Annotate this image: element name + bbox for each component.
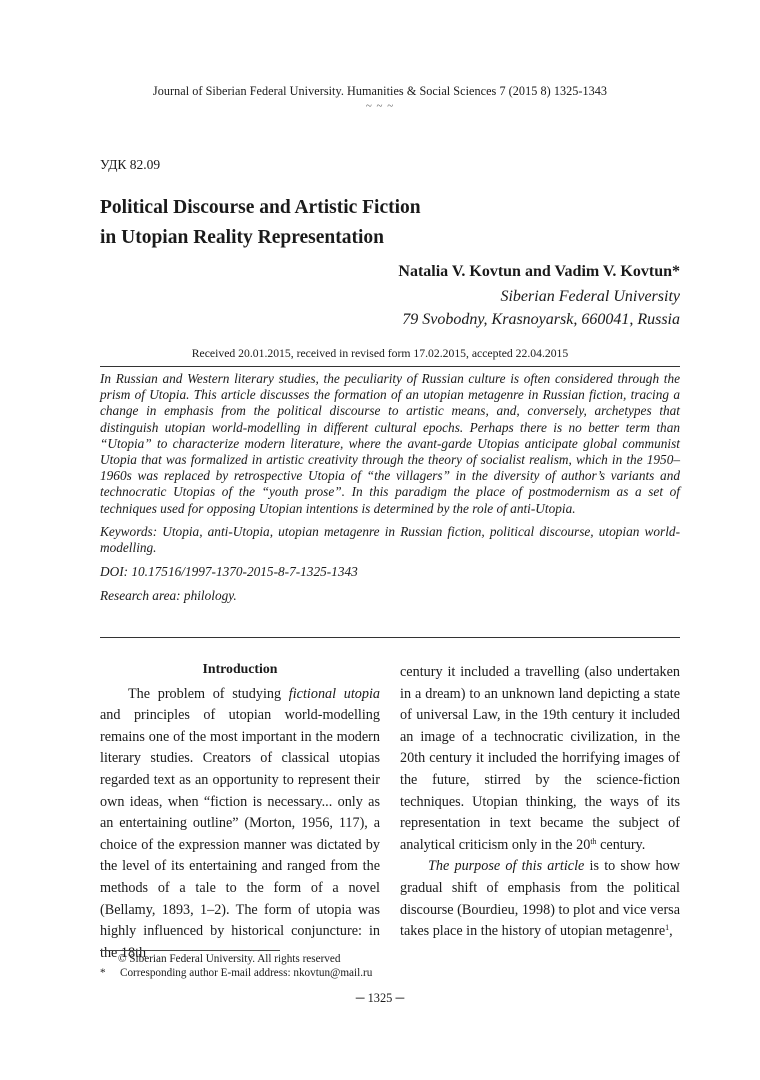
title-line-1: Political Discourse and Artistic Fiction xyxy=(100,197,421,218)
abstract: In Russian and Western literary studies, the peculiarity of Russian culture is often considered through the prism of Utopia. This article discusses the formation of an utopian metagenre in Russian fiction, tracing a change in emphasis from the political discourse to artistic means, and, conversely, archetypes that distinguish utopian world-modelling in different cultural epochs. Perhaps there is no better term than “Utopia” to characterize modern literature, where the avant-garde Utopias anticipate global communist Utopia that was formalized in artistic creativity through the theory of socialist realism, which in the 1950–1960s was replaced by retrospective Utopia of “the villagers” in the diversity of author’s variants and technocratic Utopias of the “youth prose”. In this paradigm the place of postmodernism as a set of techniques used for opposing Utopian intentions is determined by the role of anti-Utopia. xyxy=(100,371,680,516)
page-number: ─ 1325 ─ xyxy=(355,991,405,1005)
section-heading-introduction: Introduction xyxy=(202,661,278,676)
header-ornament: ~ ~ ~ xyxy=(365,100,395,112)
abstract-top-rule xyxy=(100,366,680,367)
received-dates: Received 20.01.2015, received in revised form 17.02.2015, accepted 22.04.2015 xyxy=(191,347,569,360)
intro-paragraph-1: The problem of studying fictional utopia and principles of utopian world-modelling remains one of the most important in the modern literary studies. Creators of classical utopias regarded text as an opportunity to represent their own ideas, when “fiction is necessary... only as an entertaining outline” (Morton, 1956, 117), a choice of the expression manner was dictated by the level of its entertaining and ranged from the methods of a tale to the form of a novel (Bellamy, 1893, 1–2). The form of utopia was highly influenced by historical conjuncture: in the 18th xyxy=(100,685,381,961)
keywords: Keywords: Utopia, anti-Utopia, utopian metagenre in Russian fiction, political discourse, utopian world-modelling. xyxy=(100,523,680,556)
udk-code: УДК 82.09 xyxy=(100,157,161,172)
abstract-block xyxy=(100,371,680,604)
article-title xyxy=(100,193,660,253)
emphasis-fictional-utopia: fictional utopia xyxy=(288,685,381,702)
affiliation-address: 79 Svobodny, Krasnoyarsk, 660041, Russia xyxy=(402,311,680,328)
copyright-footnote: © Siberian Federal University. All rights reserved xyxy=(118,953,341,965)
journal-header: Journal of Siberian Federal University. Humanities & Social Sciences 7 (2015 8) 1325-1343 xyxy=(152,84,608,98)
corresponding-author-footnote: * Corresponding author E-mail address: nkovtun@mail.ru xyxy=(100,967,373,979)
body-column-left xyxy=(100,658,380,964)
footnote-rule xyxy=(100,950,280,951)
research-area: Research area: philology. xyxy=(100,588,237,604)
purpose-paragraph: The purpose of this article is to show how gradual shift of emphasis from the political discourse (Bourdieu, 1998) to plot and vice versa takes place in the history of utopian metagenre$^1$, xyxy=(400,858,680,940)
intro-paragraph-1-continued: century it included a travelling (also undertaken in a dream) to an unknown land depicting a state of universal Law, in the 19th century it included an image of a technocratic civilization, in the 20th century it included the horrifying images of the future, stirred by the science-fiction techniques. Utopian thinking, the ways of its representation in text became the subject of analytical criticism only in the 20th century. xyxy=(400,664,680,853)
doi: DOI: 10.17516/1997-1370-2015-8-7-1325-1343 xyxy=(100,564,358,580)
body-column-right xyxy=(400,662,680,943)
emphasis-purpose: The purpose of this article xyxy=(428,858,585,875)
footnote-ref-1: 1 xyxy=(665,923,670,933)
abstract-bottom-rule xyxy=(100,637,680,638)
authors: Natalia V. Kovtun and Vadim V. Kovtun* xyxy=(398,263,680,280)
title-line-2: in Utopian Reality Representation xyxy=(100,227,385,248)
affiliation-university: Siberian Federal University xyxy=(500,288,680,305)
